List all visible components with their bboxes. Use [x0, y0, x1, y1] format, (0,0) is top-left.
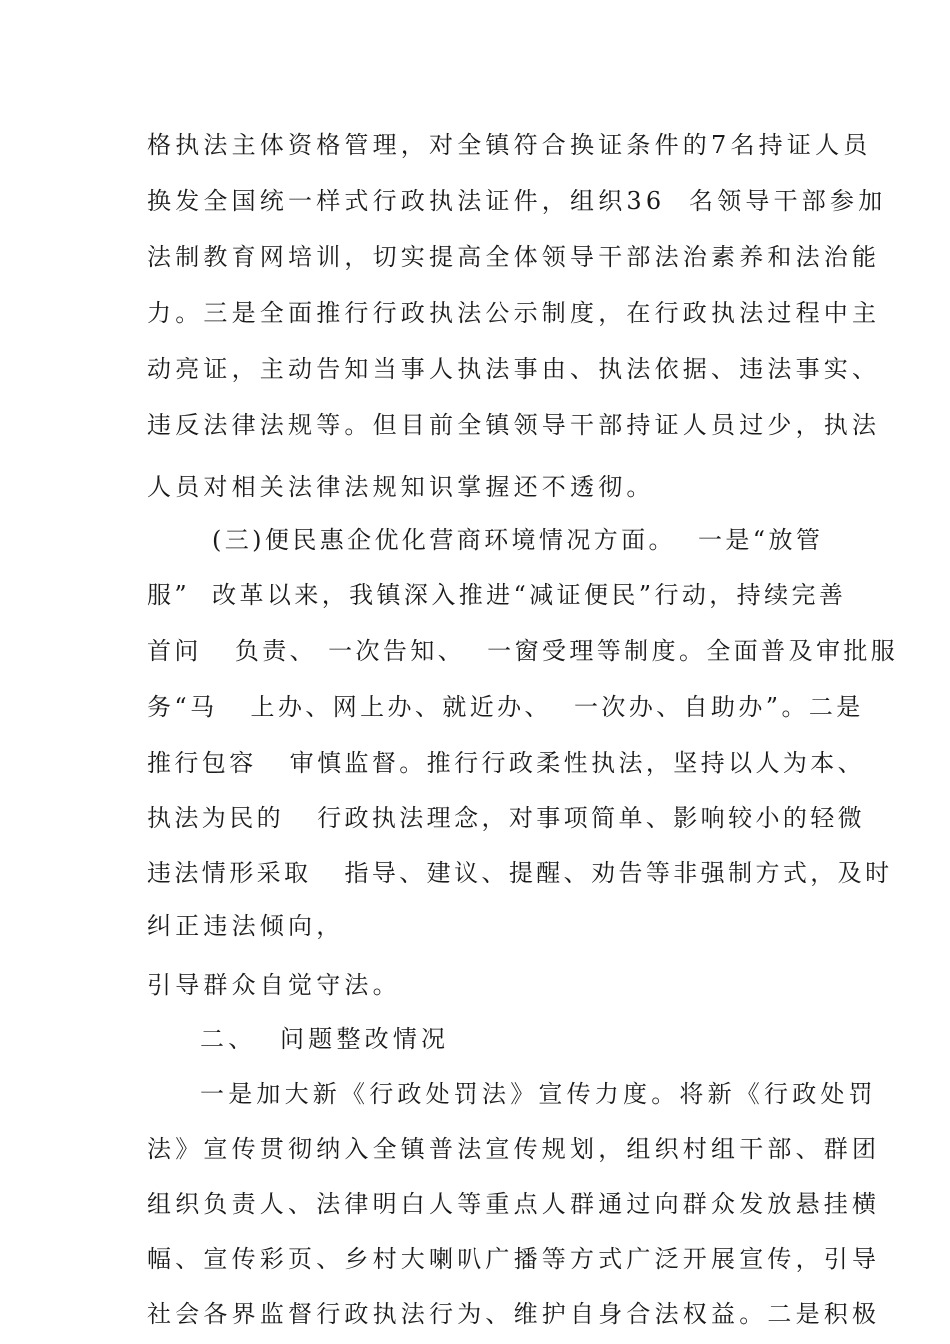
- text-line: 首问 负责、 一次告知、 一窗受理等制度。全面普及审批服: [147, 637, 899, 665]
- text-line: 纠正违法倾向，: [147, 912, 345, 940]
- text-line: 组织负责人、法律明白人等重点人群通过向群众发放悬挂横: [147, 1190, 881, 1218]
- text-line: 推行包容 审慎监督。推行行政柔性执法，坚持以人为本、: [147, 749, 866, 777]
- text-line: 人员对相关法律法规知识掌握还不透彻。: [147, 473, 655, 501]
- text-line: 引导群众自觉守法。: [147, 971, 401, 999]
- text-line: 法制教育网培训，切实提高全体领导干部法治素养和法治能: [147, 243, 881, 271]
- text-line: 社会各界监督行政执法行为、维护自身合法权益。二是积极: [147, 1300, 881, 1328]
- text-line: 幅、宣传彩页、乡村大喇叭广播等方式广泛开展宣传，引导: [147, 1245, 881, 1273]
- section-heading: (三)便民惠企优化营商环境情况方面。 一是“放管: [212, 526, 824, 554]
- section-heading: 二、 问题整改情况: [200, 1025, 450, 1053]
- text-line: 力。三是全面推行行政执法公示制度，在行政执法过程中主: [147, 299, 881, 327]
- text-line: 换发全国统一样式行政执法证件，组织36 名领导干部参加: [147, 187, 887, 215]
- text-line: 服” 改革以来，我镇深入推进“减证便民”行动，持续完善: [147, 581, 847, 609]
- text-line: 务“马 上办、网上办、就近办、 一次办、自助办”。二是: [147, 693, 864, 721]
- text-line: 法》宣传贯彻纳入全镇普法宣传规划，组织村组干部、群团: [147, 1135, 881, 1163]
- text-line: 执法为民的 行政执法理念，对事项简单、影响较小的轻微: [147, 804, 866, 832]
- text-line: 一是加大新《行政处罚法》宣传力度。将新《行政处罚: [200, 1080, 877, 1108]
- text-line: 违法情形采取 指导、建议、提醒、劝告等非强制方式，及时: [147, 859, 893, 887]
- text-line: 格执法主体资格管理，对全镇符合换证条件的7名持证人员: [147, 131, 872, 159]
- text-line: 违反法律法规等。但目前全镇领导干部持证人员过少，执法: [147, 411, 881, 439]
- text-line: 动亮证，主动告知当事人执法事由、执法依据、违法事实、: [147, 355, 881, 383]
